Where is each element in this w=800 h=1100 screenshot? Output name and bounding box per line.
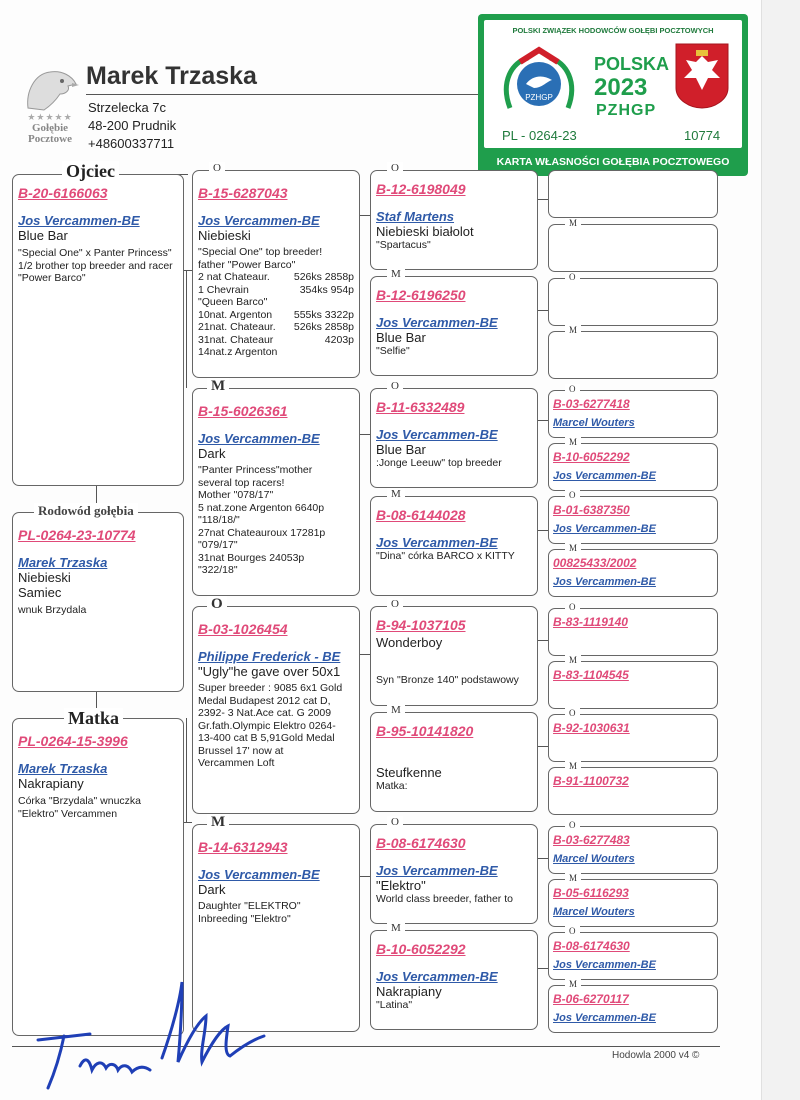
ggp-color: Niebieski białolot xyxy=(376,224,474,239)
connector xyxy=(538,310,548,311)
gp-breeder: Jos Vercammen-BE xyxy=(198,867,320,882)
card-ring: PL - 0264-23 xyxy=(502,128,577,143)
gp-breeder: Philippe Frederick - BE xyxy=(198,649,341,664)
gp-note: Super breeder : 9085 6x1 Gold xyxy=(198,682,343,694)
great-great-grandparent-card xyxy=(548,325,718,379)
gggp-ring: B-03-6277483 xyxy=(553,833,630,847)
sex-tag: M xyxy=(565,543,581,553)
owner-phone: +48600337711 xyxy=(88,136,175,151)
gp-breeder: Jos Vercammen-BE xyxy=(198,213,320,228)
sex-tag: M xyxy=(207,814,229,831)
ggp-color: Wonderboy xyxy=(376,635,443,650)
gp-note: several top racers! xyxy=(198,476,285,489)
ggp-breeder: Jos Vercammen-BE xyxy=(376,863,498,878)
breeder-header xyxy=(12,58,472,156)
great-great-grandparent-card xyxy=(548,602,718,656)
ggp-note: :Jonge Leeuw" top breeder xyxy=(376,457,502,469)
gggp-ring: 00825433/2002 xyxy=(553,556,637,570)
ggp-note: "Spartacus" xyxy=(376,239,431,251)
sex-tag: O xyxy=(387,162,403,174)
great-grandparent-card xyxy=(370,162,538,270)
gp-color: Niebieski xyxy=(198,228,251,243)
ggp-note: Syn "Bronze 140" podstawowy xyxy=(376,674,519,686)
sex-tag: O xyxy=(387,598,403,610)
gp-note: "Special One" top breeder! xyxy=(198,246,323,258)
logo-text-1: Gołębie xyxy=(31,122,69,134)
ggp-ring: B-08-6174630 xyxy=(376,835,466,851)
grandparent-fm xyxy=(192,378,360,596)
gggp-ring: B-01-6387350 xyxy=(553,503,630,517)
gp-note: Daughter "ELEKTRO" xyxy=(198,900,301,912)
ggp-breeder: Jos Vercammen-BE xyxy=(376,315,498,330)
grandparent-ff xyxy=(192,162,360,378)
great-great-grandparent-card xyxy=(548,655,718,709)
sex-tag: O xyxy=(209,162,225,174)
gp-ring: B-14-6312943 xyxy=(198,839,288,855)
gp-note: 14nat.z Argenton xyxy=(198,346,278,358)
gp-note: "079/17" xyxy=(198,539,238,551)
gp-result-value: 354ks 954p xyxy=(299,283,354,296)
connector xyxy=(184,822,192,823)
gp-note: Inbreeding "Elektro" xyxy=(198,912,291,925)
connector xyxy=(538,746,548,747)
page-edge xyxy=(761,0,800,1100)
great-great-grandparent-card xyxy=(548,272,718,326)
software-label: Hodowla 2000 v4 © xyxy=(612,1050,700,1061)
great-grandparent-card xyxy=(370,598,538,706)
great-great-grandparent-card xyxy=(548,979,718,1033)
connector xyxy=(186,270,187,388)
sex-tag: O xyxy=(565,602,580,612)
gp-result-race: 2 nat Chateaur. xyxy=(198,271,270,283)
father-label: Ojciec xyxy=(62,161,119,182)
ggp-ring: B-12-6198049 xyxy=(376,181,466,197)
gp-result-value: 4203p xyxy=(324,333,354,346)
gp-result-race: 21nat. Chateaur. xyxy=(198,321,276,333)
gggp-breeder: Marcel Wouters xyxy=(553,906,635,918)
gggp-breeder: Marcel Wouters xyxy=(553,853,635,865)
gp-note: 2392- 3 Nat.Ace cat. G 2009 xyxy=(198,707,332,719)
mother-color: Nakrapiany xyxy=(18,776,84,791)
gggp-breeder: Jos Vercammen-BE xyxy=(553,576,656,588)
great-great-grandparent-card xyxy=(548,708,718,762)
mother-note: Córka "Brzydala" wnuczka "Elektro" Vercammen xyxy=(18,795,142,820)
connector xyxy=(360,876,370,877)
subject-card xyxy=(12,512,184,692)
gp-note: 27nat Chateauroux 17281p xyxy=(198,526,326,539)
signature xyxy=(30,970,270,1090)
gggp-ring: B-05-6116293 xyxy=(553,886,629,900)
sex-tag: O xyxy=(565,926,580,936)
father-note: "Special One" x Panter Princess" 1/2 brother top breeder and racer "Power Barco" xyxy=(18,247,173,284)
owner-city: 48-200 Prudnik xyxy=(88,118,177,133)
ggp-ring: B-08-6144028 xyxy=(376,507,466,523)
gp-note: Mother "078/17" xyxy=(198,489,274,501)
emblem-text: PZHGP xyxy=(525,93,553,102)
gp-ring: B-03-1026454 xyxy=(198,621,288,637)
connector xyxy=(538,968,548,969)
sex-tag: M xyxy=(565,873,581,883)
gp-note: 5 nat.zone Argenton 6640p xyxy=(198,501,325,514)
sex-tag: O xyxy=(565,272,580,282)
gggp-breeder: Jos Vercammen-BE xyxy=(553,959,656,971)
sex-tag: M xyxy=(207,378,229,395)
gp-note: 31nat Bourges 24053p xyxy=(198,551,305,564)
great-grandparent-card xyxy=(370,380,538,488)
card-number: 10774 xyxy=(684,128,721,143)
owner-street: Strzelecka 7c xyxy=(88,100,167,115)
sex-tag: M xyxy=(565,761,581,771)
great-grandparent-card xyxy=(370,488,538,596)
gp-notes xyxy=(198,464,354,577)
ggp-note: "Latina" xyxy=(376,999,413,1011)
card-org: POLSKI ZWIĄZEK HODOWCÓW GOŁĘBI POCZTOWYCH xyxy=(512,26,714,35)
gp-note: "118/18/" xyxy=(198,514,240,526)
gggp-ring: B-06-6270117 xyxy=(553,992,629,1006)
gggp-breeder: Jos Vercammen-BE xyxy=(553,1012,656,1024)
gp-note: father "Power Barco" xyxy=(198,258,296,271)
connector xyxy=(538,199,548,200)
ggp-breeder: Staf Martens xyxy=(376,209,455,224)
connector xyxy=(186,718,187,822)
gp-note: Gr.fath.Olympic Elektro 0264- xyxy=(198,719,336,732)
connector xyxy=(538,420,548,421)
pigeon-logo xyxy=(16,64,84,152)
gp-notes xyxy=(198,682,354,770)
great-great-grandparent-card xyxy=(548,820,718,874)
great-grandparent-card xyxy=(370,816,538,924)
gggp-breeder: Jos Vercammen-BE xyxy=(553,470,656,482)
logo-stars: ★★★★★ xyxy=(27,112,73,122)
gggp-ring: B-83-1119140 xyxy=(553,615,628,629)
ggp-color: Steufkenne xyxy=(376,765,442,780)
sex-tag: O xyxy=(387,380,403,392)
gp-note: Vercammen Loft xyxy=(198,757,275,769)
mother-ring: PL-0264-15-3996 xyxy=(18,733,128,749)
sex-tag: M xyxy=(387,488,405,500)
subject-ring: PL-0264-23-10774 xyxy=(18,527,136,543)
sex-tag: O xyxy=(565,708,580,718)
sex-tag: M xyxy=(387,268,405,280)
name-underline xyxy=(86,94,482,95)
connector xyxy=(538,640,548,641)
polish-eagle-icon xyxy=(674,42,730,110)
ggp-breeder: Jos Vercammen-BE xyxy=(376,427,498,442)
ggp-ring: B-12-6196250 xyxy=(376,287,466,303)
ggp-breeder: Jos Vercammen-BE xyxy=(376,969,498,984)
sex-tag: O xyxy=(565,820,580,830)
ggp-breeder: Jos Vercammen-BE xyxy=(376,535,498,550)
gggp-ring: B-08-6174630 xyxy=(553,939,630,953)
gp-color: Dark xyxy=(198,882,226,897)
card-footer: KARTA WŁASNOŚCI GOŁĘBIA POCZTOWEGO xyxy=(496,156,730,168)
ggp-color: "Elektro" xyxy=(376,878,426,893)
gp-ring: B-15-6287043 xyxy=(198,185,288,201)
gggp-ring: B-83-1104545 xyxy=(553,668,629,682)
gp-result-race: 31nat. Chateaur xyxy=(198,333,274,346)
pzhgp-emblem xyxy=(498,42,580,116)
ggp-ring: B-10-6052292 xyxy=(376,941,466,957)
great-grandparent-card xyxy=(370,268,538,376)
subject-color: Niebieski xyxy=(18,570,71,585)
subject-sex: Samiec xyxy=(18,585,62,600)
connector xyxy=(360,215,370,216)
sex-tag: O xyxy=(387,816,403,828)
sex-tag: O xyxy=(565,384,580,394)
sex-tag: M xyxy=(565,325,581,335)
great-great-grandparent-card xyxy=(548,926,718,980)
ggp-note: "Dina" córka BARCO x KITTY xyxy=(376,550,515,562)
gggp-ring: B-91-1100732 xyxy=(553,774,629,788)
connector xyxy=(360,654,370,655)
card-year: 2023 xyxy=(594,74,648,101)
great-great-grandparent-card xyxy=(548,218,718,272)
sex-tag: M xyxy=(565,655,581,665)
great-grandparent-card xyxy=(370,922,538,1030)
sex-tag: M xyxy=(565,218,581,228)
pigeon-head-icon xyxy=(20,64,80,112)
ggp-ring: B-94-1037105 xyxy=(376,617,466,633)
gp-color: "Ugly"he gave over 50x1 xyxy=(198,664,341,679)
card-abbr: PZHGP xyxy=(596,102,657,119)
gp-note: Medal Budapest 2012 cat D, xyxy=(198,694,331,707)
mother-breeder: Marek Trzaska xyxy=(18,761,108,776)
gggp-breeder: Jos Vercammen-BE xyxy=(553,523,656,535)
great-great-grandparent-card xyxy=(548,543,718,597)
father-ring: B-20-6166063 xyxy=(18,185,108,201)
sex-tag: O xyxy=(565,490,580,500)
gp-color: Dark xyxy=(198,446,226,461)
ggp-color: Blue Bar xyxy=(376,330,426,345)
gggp-ring: B-03-6277418 xyxy=(553,397,630,411)
gp-result-value: 555ks 3322p xyxy=(293,308,354,321)
gp-result-value: 526ks 2858p xyxy=(293,321,354,333)
great-great-grandparent-card xyxy=(548,761,718,815)
sex-tag: M xyxy=(565,437,581,447)
connector xyxy=(538,530,548,531)
ggp-ring: B-11-6332489 xyxy=(376,399,465,415)
ggp-note: Matka: xyxy=(376,780,408,792)
subject-note: wnuk Brzydala xyxy=(18,604,87,616)
grandparent-mf xyxy=(192,596,360,814)
ggp-note: "Selfie" xyxy=(376,345,410,357)
great-great-grandparent-card xyxy=(548,490,718,544)
pedigree-label: Rodowód gołębia xyxy=(34,503,138,519)
sex-tag: M xyxy=(565,979,581,989)
ggp-color: Nakrapiany xyxy=(376,984,442,999)
gp-note: "Queen Barco" xyxy=(198,296,268,308)
ggp-ring: B-95-10141820 xyxy=(376,723,474,739)
card-country: POLSKA xyxy=(594,54,670,74)
gggp-ring: B-92-1030631 xyxy=(553,721,630,735)
great-great-grandparent-card xyxy=(548,384,718,438)
gp-note: "Panter Princess"mother xyxy=(198,464,313,476)
father-breeder: Jos Vercammen-BE xyxy=(18,213,140,228)
gp-notes xyxy=(198,900,354,925)
great-great-grandparent-card xyxy=(548,437,718,491)
gp-breeder: Jos Vercammen-BE xyxy=(198,431,320,446)
father-card xyxy=(12,174,184,486)
great-great-grandparent-card xyxy=(548,873,718,927)
gp-result-race: 1 Chevrain xyxy=(198,283,249,296)
gp-result-value: 526ks 2858p xyxy=(293,271,354,283)
sex-tag: M xyxy=(387,922,405,934)
sex-tag: M xyxy=(387,704,405,716)
gggp-breeder: Marcel Wouters xyxy=(553,417,635,429)
gp-note: "322/18" xyxy=(198,564,238,576)
gggp-ring: B-10-6052292 xyxy=(553,450,630,464)
ggp-color: Blue Bar xyxy=(376,442,426,457)
father-color: Blue Bar xyxy=(18,228,68,243)
mother-label: Matka xyxy=(64,708,123,729)
gp-result-race: 10nat. Argenton xyxy=(198,308,273,321)
ownership-card xyxy=(478,14,748,176)
great-great-grandparent-card xyxy=(548,170,718,218)
great-grandparent-card xyxy=(370,704,538,812)
connector xyxy=(360,434,370,435)
sex-tag: O xyxy=(207,596,227,613)
logo-text-2: Pocztowe xyxy=(28,133,72,145)
subject-breeder: Marek Trzaska xyxy=(18,555,108,570)
gp-note: Brussel 17' now at xyxy=(198,744,284,757)
ggp-note: World class breeder, father to xyxy=(376,893,513,905)
gp-note: 13-400 cat B 5,91Gold Medal xyxy=(198,732,335,744)
gp-ring: B-15-6026361 xyxy=(198,403,288,419)
connector xyxy=(538,858,548,859)
owner-name: Marek Trzaska xyxy=(86,62,257,90)
